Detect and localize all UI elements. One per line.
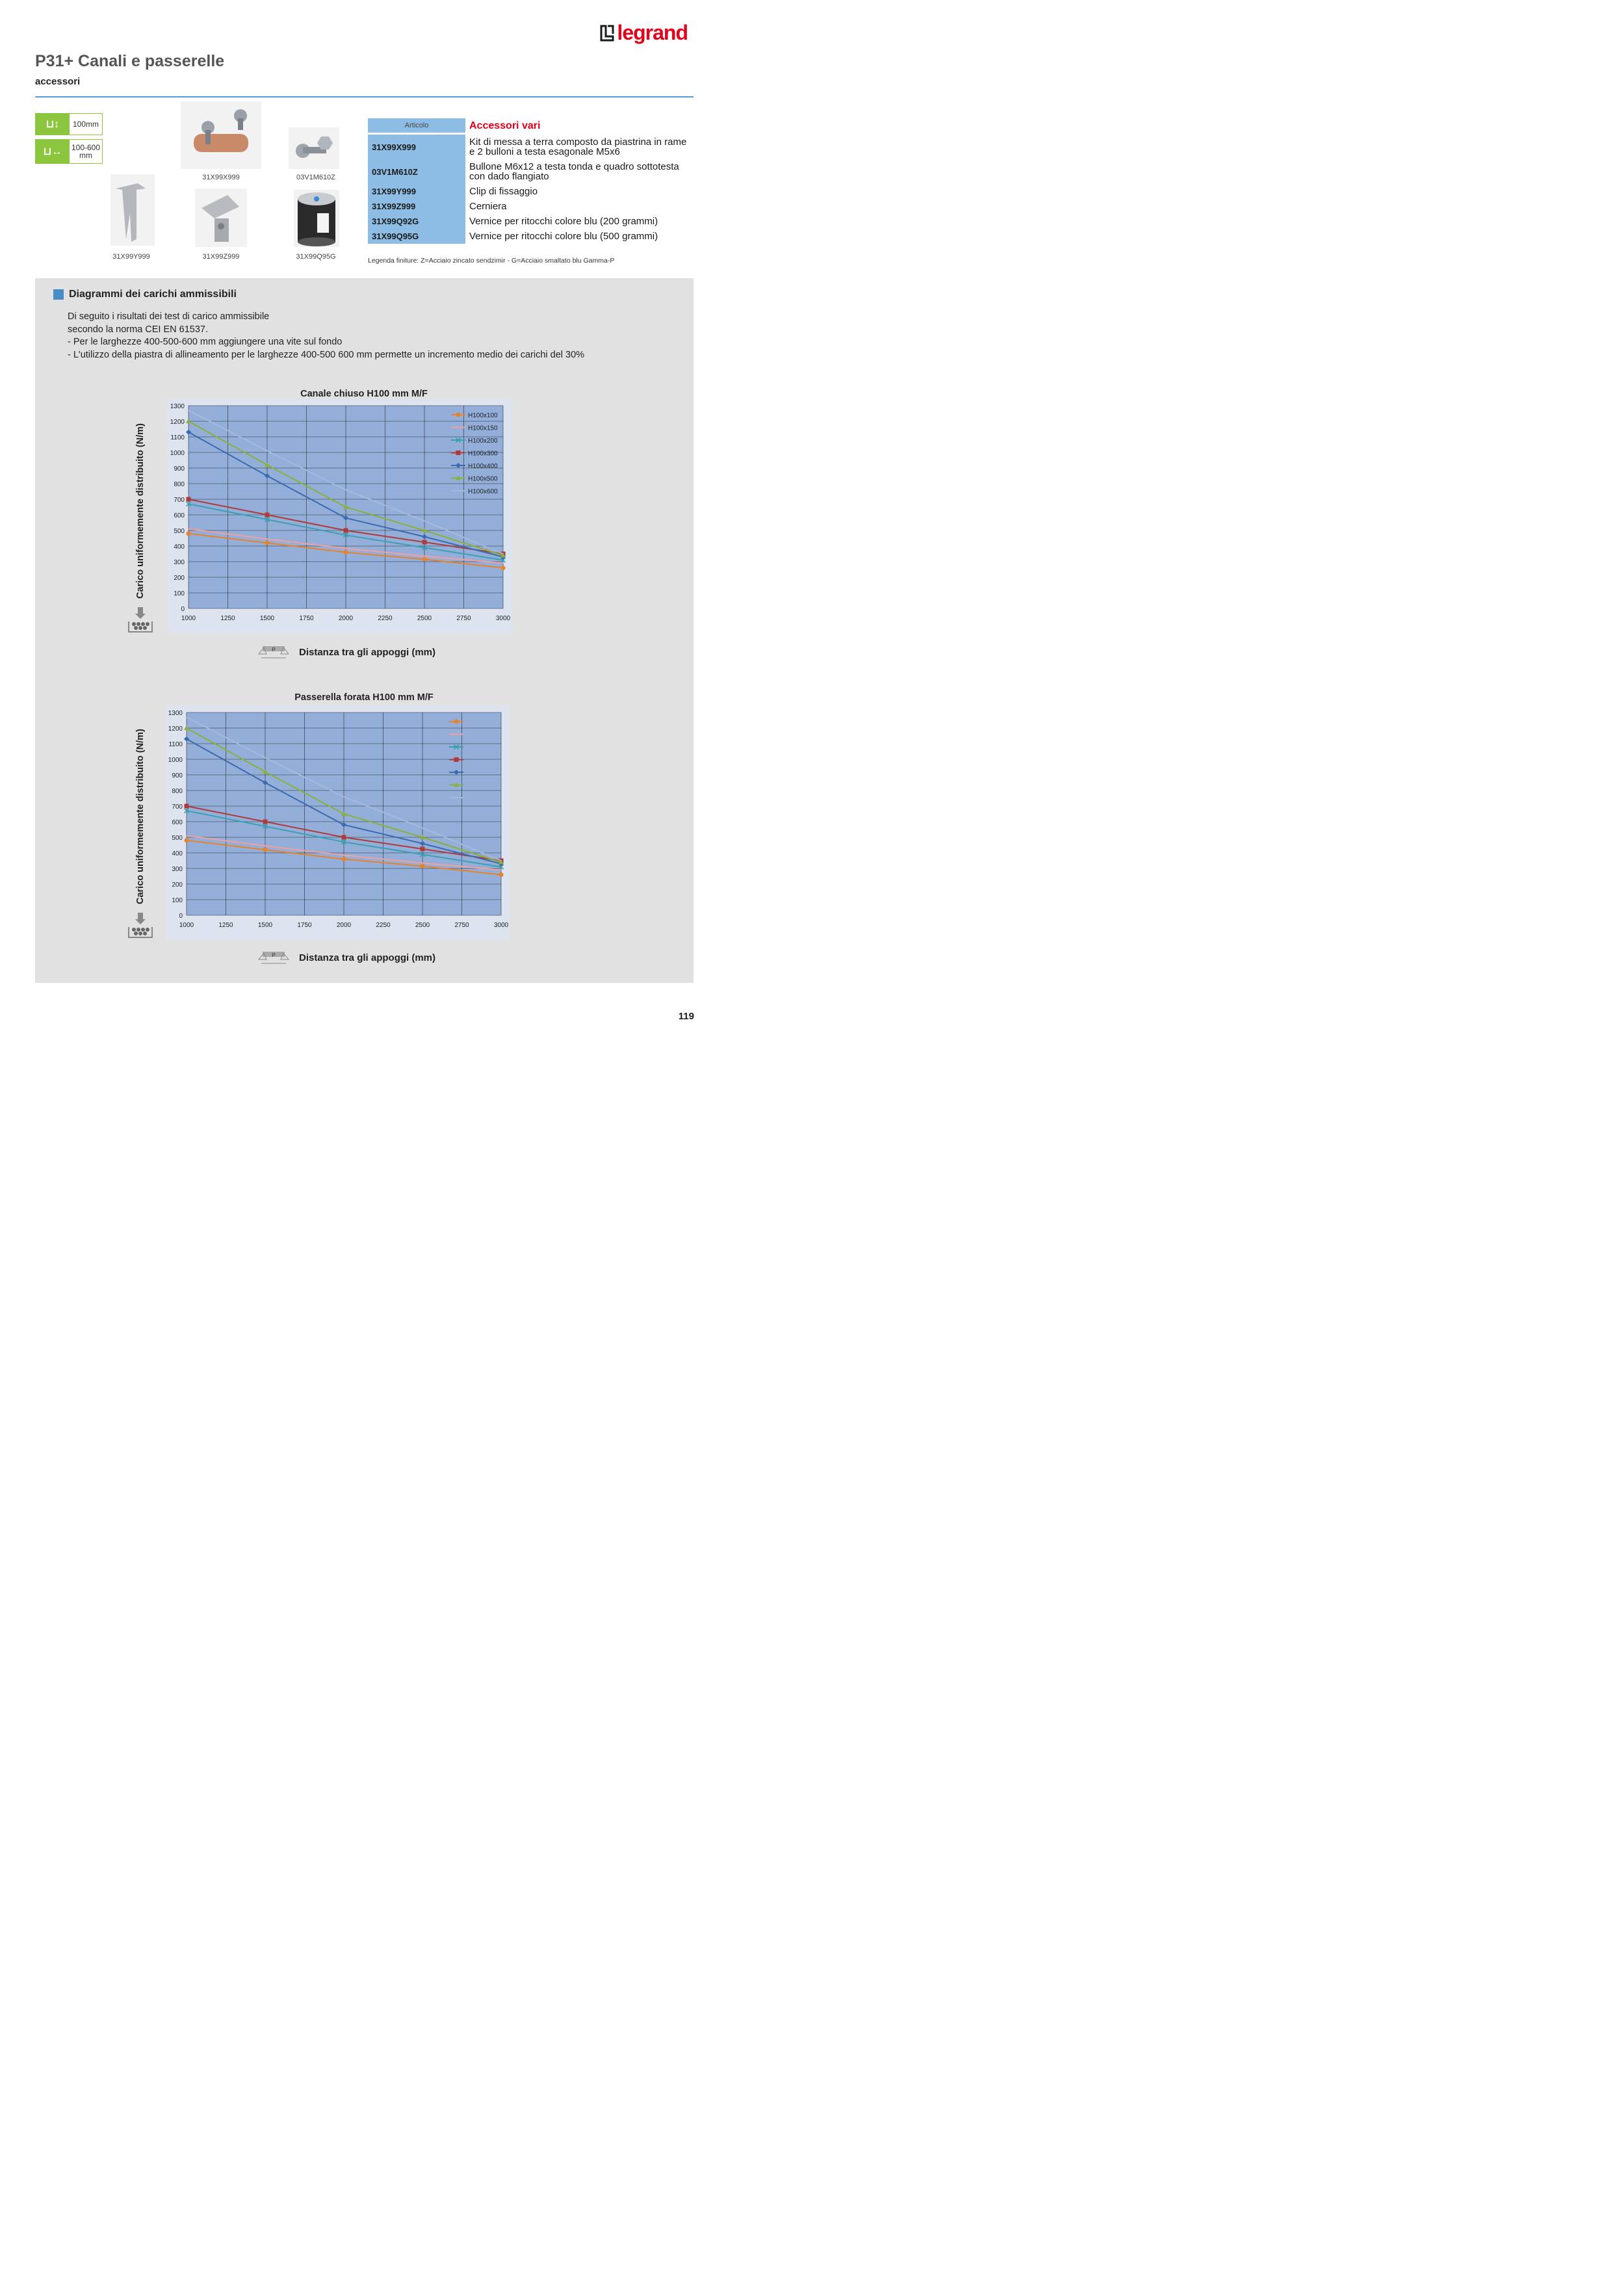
y-tick-label: 600: [172, 819, 183, 826]
legend-label: H100x150: [468, 424, 498, 432]
svg-text:P: P: [272, 952, 276, 958]
y-tick-label: 700: [172, 803, 183, 811]
page-subtitle: accessori: [35, 76, 81, 87]
y-tick-label: 1000: [170, 450, 185, 457]
y-tick-label: 200: [174, 575, 185, 582]
x-tick-label: 1000: [179, 922, 194, 929]
product-code: 03V1M610Z: [296, 174, 335, 181]
legend-marker: [456, 450, 461, 455]
y-tick-label: 900: [172, 772, 183, 779]
article-description: Bullone M6x12 a testa tonda e quadro sottotesta con dado flangiato: [469, 161, 679, 182]
y-tick-label: 400: [174, 543, 185, 551]
y-tick-label: 1300: [168, 710, 183, 717]
product-image-bolt: [289, 127, 339, 169]
section-heading: [53, 289, 237, 300]
x-tick-label: 2250: [376, 922, 391, 929]
data-point: [185, 804, 189, 809]
legend-marker: [454, 720, 459, 724]
y-tick-label: 800: [174, 481, 185, 488]
data-point: [421, 847, 425, 852]
legend-label: H100x600: [468, 488, 498, 495]
y-tick-label: 300: [172, 866, 183, 873]
width-icon: ⊔↔: [36, 140, 70, 163]
product-image-hinge: [195, 189, 247, 247]
span-diagram-icon: [257, 950, 290, 969]
data-point: [501, 566, 506, 570]
x-tick-label: 1750: [297, 922, 312, 929]
y-tick-label: 0: [179, 913, 183, 920]
intro-line: Di seguito i risultati dei test di carico ammissibile: [68, 311, 270, 322]
article-description: Vernice per ritocchi colore blu (500 grammi): [469, 231, 658, 242]
legend-label: H100x300: [468, 450, 498, 458]
header-divider: [35, 96, 694, 98]
y-tick-label: 500: [172, 835, 183, 842]
x-tick-label: 1750: [299, 615, 314, 622]
y-tick-label: 0: [181, 606, 185, 613]
table-row: [368, 229, 693, 244]
article-code: 03V1M610Z: [368, 159, 465, 184]
span-diagram-icon: [257, 645, 290, 663]
x-tick-label: 2500: [417, 615, 432, 622]
table-row: [368, 159, 693, 184]
brand-name: legrand: [617, 21, 688, 44]
y-tick-label: 1100: [170, 434, 185, 441]
article-code: 31X99Q95G: [368, 229, 465, 244]
y-tick-label: 100: [172, 897, 183, 904]
legend-marker: [456, 413, 461, 417]
x-tick-label: 2250: [378, 615, 393, 622]
x-tick-label: 2750: [454, 922, 469, 929]
legend-marker-point: [456, 413, 461, 417]
y-tick-label: 1200: [168, 725, 183, 733]
data-point: [265, 513, 270, 517]
article-description: Vernice per ritocchi colore blu (200 grammi): [469, 216, 658, 227]
legrand-logo: [600, 21, 688, 45]
x-tick-label: 1500: [257, 922, 273, 929]
article-description: Clip di fissaggio: [469, 186, 538, 197]
table-row: [368, 135, 693, 159]
y-axis-label: Carico uniformemente distribuito (N/m): [135, 423, 146, 599]
legend-marker: [454, 757, 459, 762]
chart-title: Canale chiuso H100 mm M/F: [300, 389, 428, 399]
legrand-mark-icon: [600, 25, 614, 42]
section-intro: [68, 311, 584, 361]
data-point: [263, 848, 268, 852]
product-code: 31X99Z999: [202, 253, 240, 261]
product-code: 31X99Q95G: [296, 253, 336, 261]
table-row: [368, 199, 693, 214]
y-tick-label: 900: [174, 465, 185, 473]
accessories-table: [368, 118, 693, 244]
product-code: 31X99X999: [202, 174, 240, 181]
y-tick-label: 700: [174, 497, 185, 504]
table-row: [368, 214, 693, 229]
height-icon: ⊔↕: [36, 114, 70, 135]
data-point: [187, 497, 191, 502]
y-tick-label: 600: [174, 512, 185, 519]
y-tick-label: 500: [174, 528, 185, 535]
x-tick-label: 1000: [181, 615, 196, 622]
data-point: [265, 541, 270, 545]
product-image-ground-kit: [181, 101, 261, 169]
product-image-clip: [110, 174, 155, 246]
x-tick-label: 2000: [336, 922, 352, 929]
svg-text:P: P: [272, 647, 276, 653]
dimension-width-badge: [35, 139, 103, 164]
table-header-title: Accessori vari: [469, 120, 541, 131]
y-tick-label: 1200: [170, 419, 185, 426]
x-tick-label: 1500: [259, 615, 275, 622]
intro-line: secondo la norma CEI EN 61537.: [68, 324, 209, 335]
data-point: [421, 864, 425, 868]
x-axis-label: Distanza tra gli appoggi (mm): [299, 952, 436, 963]
y-tick-label: 400: [172, 850, 183, 857]
table-header-article: Articolo: [368, 118, 465, 133]
finish-legend: Legenda finiture: Z=Acciaio zincato sendzimir - G=Acciaio smaltato blu Gamma-P: [368, 257, 615, 265]
section-title: Diagrammi dei carichi ammissibili: [69, 289, 237, 300]
product-image-paint-can: [294, 190, 339, 247]
section-square-icon: [53, 289, 64, 300]
chart-canale-chiuso: [168, 399, 512, 633]
article-code: 31X99Q92G: [368, 214, 465, 229]
y-tick-label: 200: [172, 881, 183, 889]
page-title: P31+ Canali e passerelle: [35, 52, 225, 70]
bullet-line: - L'utilizzo della piastra di allineamento per le larghezze 400-500 600 mm permette un incremento medio dei carichi del 30%: [68, 349, 585, 360]
legend-label: H100x200: [468, 437, 498, 445]
dimension-height-badge: [35, 113, 103, 135]
table-row: [368, 184, 693, 199]
data-point: [187, 531, 191, 536]
data-point: [342, 835, 346, 840]
legend-marker-point: [456, 450, 461, 455]
y-tick-label: 800: [172, 788, 183, 795]
data-point: [344, 528, 348, 533]
x-tick-label: 2000: [338, 615, 354, 622]
x-axis-label: Distanza tra gli appoggi (mm): [299, 647, 436, 658]
y-tick-label: 1300: [170, 403, 185, 410]
x-tick-label: 3000: [495, 615, 511, 622]
load-icon: [125, 606, 156, 636]
x-tick-label: 1250: [218, 922, 233, 929]
data-point: [263, 820, 268, 824]
legend-marker-point: [454, 757, 459, 762]
y-axis-label: Carico uniformemente distribuito (N/m): [135, 729, 146, 904]
article-code: 31X99X999: [368, 135, 465, 159]
legend-label: H100x100: [468, 412, 498, 419]
data-point: [185, 838, 189, 842]
legend-label: H100x400: [468, 463, 498, 470]
data-point: [422, 557, 427, 562]
bullet-line: - Per le larghezze 400-500-600 mm aggiungere una vite sul fondo: [68, 337, 343, 347]
y-tick-label: 300: [174, 559, 185, 566]
page-number: 119: [678, 1011, 694, 1022]
y-tick-label: 1100: [168, 741, 183, 748]
data-point: [422, 540, 427, 545]
chart-passerella-forata: [166, 706, 510, 940]
y-tick-label: 100: [174, 590, 185, 597]
legend-marker-point: [454, 720, 459, 724]
load-icon: [125, 911, 156, 941]
article-code: 31X99Z999: [368, 199, 465, 214]
article-description: Kit di messa a terra composto da piastrina in rame e 2 bulloni a testa esagonale M5x6: [469, 137, 687, 157]
chart-title: Passerella forata H100 mm M/F: [294, 692, 434, 703]
product-code: 31X99Y999: [112, 253, 150, 261]
x-tick-label: 2500: [415, 922, 430, 929]
x-tick-label: 2750: [456, 615, 471, 622]
article-code: 31X99Y999: [368, 184, 465, 199]
article-description: Cerniera: [469, 201, 507, 212]
dimension-label: 100mm: [72, 120, 99, 129]
data-point: [499, 872, 504, 877]
data-point: [342, 857, 346, 861]
legend-label: H100x500: [468, 475, 498, 483]
data-point: [344, 550, 348, 554]
y-tick-label: 1000: [168, 757, 183, 764]
x-tick-label: 1250: [220, 615, 235, 622]
x-tick-label: 3000: [493, 922, 509, 929]
dimension-label: 100-600 mm: [71, 143, 101, 160]
